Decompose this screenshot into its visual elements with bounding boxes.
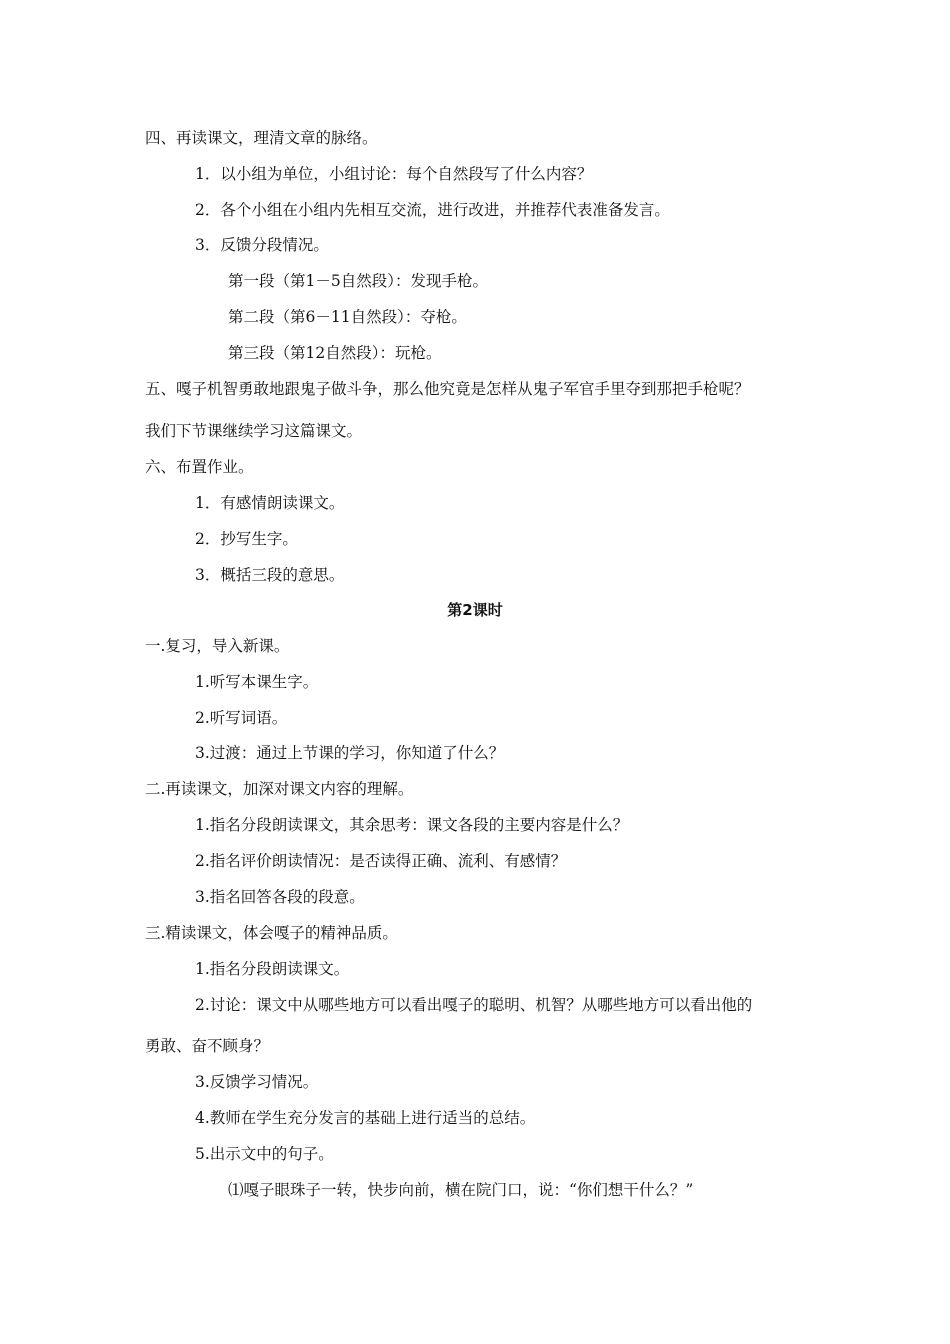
section-6-item-2: 2．抄写生字。 (195, 530, 298, 548)
section-4-item-2: 2．各个小组在小组内先相互交流，进行改进，并推荐代表准备发言。 (195, 201, 670, 219)
part-1-title: 一.复习，导入新课。 (145, 637, 290, 655)
section-5-line-1: 五、嘎子机智勇敢地跟鬼子做斗争，那么他究竟是怎样从鬼子军官手里夺到那把手枪呢？ (145, 380, 750, 398)
part-1-item-3: 3.过渡：通过上节课的学习，你知道了什么？ (195, 744, 505, 762)
segment-2: 第二段（第6－11自然段）：夺枪。 (228, 308, 467, 326)
part-2-item-3: 3.指名回答各段的段意。 (195, 888, 365, 906)
section-6-item-3: 3．概括三段的意思。 (195, 566, 345, 584)
part-3-title: 三.精读课文，体会嘎子的精神品质。 (145, 924, 398, 942)
part-2-item-2: 2.指名评价朗读情况：是否读得正确、流利、有感情？ (195, 852, 567, 870)
part-2-title: 二.再读课文，加深对课文内容的理解。 (145, 780, 414, 798)
part-3-item-2-line-1: 2.讨论：课文中从哪些地方可以看出嘎子的聪明、机智？从哪些地方可以看出他的 (195, 996, 753, 1014)
quote-sentence-1: ⑴嘎子眼珠子一转，快步向前，横在院门口，说：“你们想干什么？” (228, 1181, 694, 1199)
part-1-item-2: 2.听写词语。 (195, 709, 288, 727)
part-3-item-4: 4.教师在学生充分发言的基础上进行适当的总结。 (195, 1109, 536, 1127)
section-6-title: 六、布置作业。 (145, 458, 254, 476)
segment-1: 第一段（第1－5自然段）：发现手枪。 (228, 272, 488, 290)
part-2-item-1: 1.指名分段朗读课文，其余思考：课文各段的主要内容是什么？ (195, 816, 629, 834)
part-3-item-3: 3.反馈学习情况。 (195, 1073, 319, 1091)
section-4-item-1: 1．以小组为单位，小组讨论：每个自然段写了什么内容？ (195, 165, 593, 183)
part-3-item-1: 1.指名分段朗读课文。 (195, 960, 350, 978)
part-3-item-2-line-2: 勇敢、奋不顾身？ (145, 1037, 270, 1055)
part-1-item-1: 1.听写本课生字。 (195, 673, 319, 691)
section-6-item-1: 1．有感情朗读课文。 (195, 494, 345, 512)
section-4-title: 四、再读课文，理清文章的脉络。 (145, 129, 378, 147)
segment-3: 第三段（第12自然段）：玩枪。 (228, 344, 442, 362)
section-5-line-2: 我们下节课继续学习这篇课文。 (145, 422, 363, 440)
section-4-item-3: 3．反馈分段情况。 (195, 236, 329, 254)
lesson-2-heading: 第2课时 (447, 601, 503, 619)
part-3-item-5: 5.出示文中的句子。 (195, 1145, 334, 1163)
